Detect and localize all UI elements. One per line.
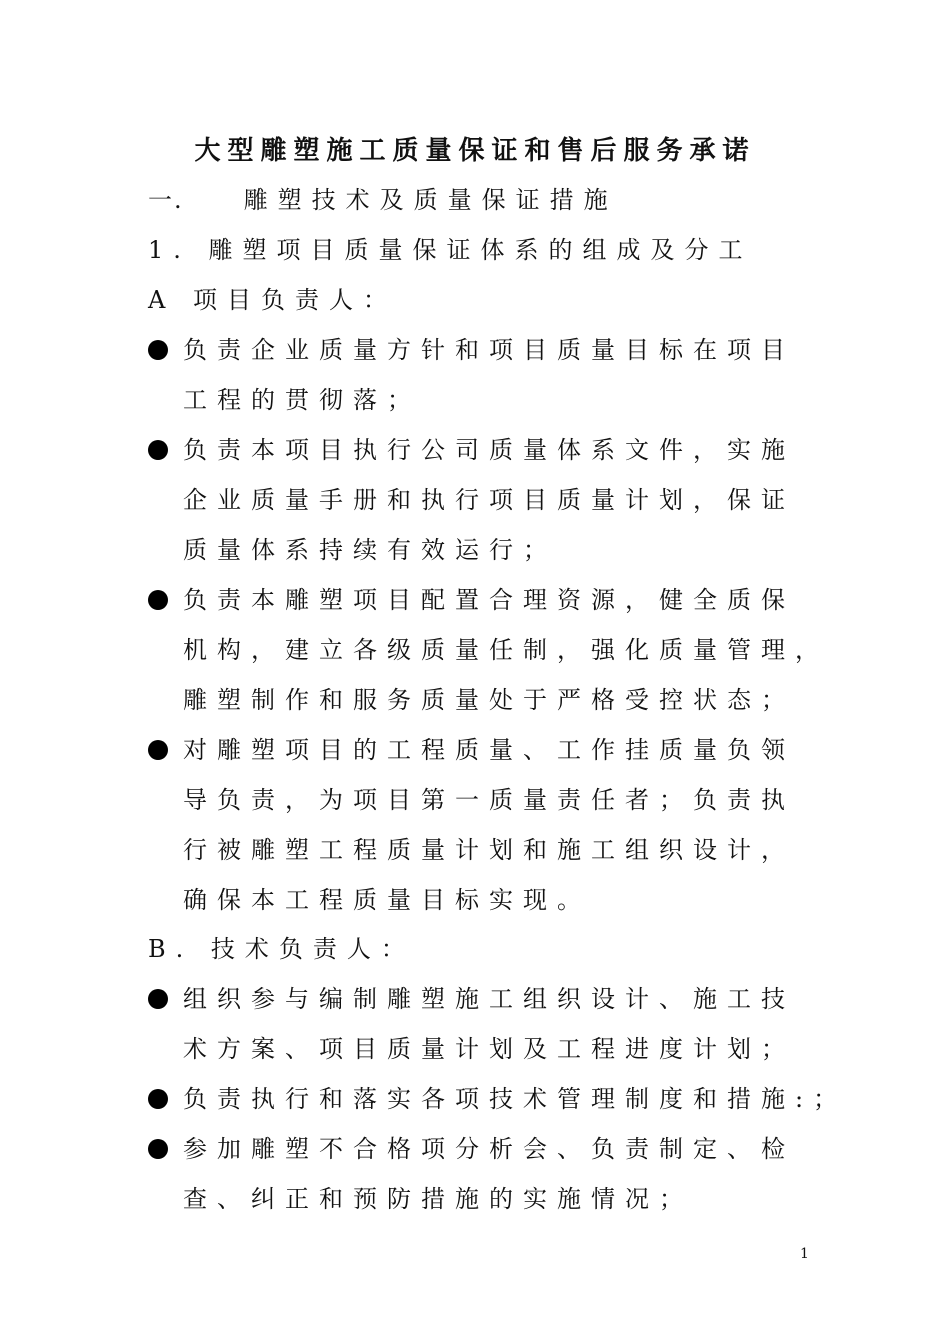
bullet-line: 负责本项目执行公司质量体系文件，实施 [183,436,795,464]
bullet-line: 参加雕塑不合格项分析会、负责制定、检 [183,1135,795,1163]
bullet-line: 查、纠正和预防措施的实施情况； [183,1185,693,1213]
bullet-line: 负责本雕塑项目配置合理资源，健全质保 [183,586,795,614]
bullet-icon [148,1089,168,1109]
bullet-line: 质量体系持续有效运行； [183,536,557,564]
page-number: 1 [800,1246,809,1262]
bullet-line: 雕塑制作和服务质量处于严格受控状态； [183,686,795,714]
bullet-line: 企业质量手册和执行项目质量计划，保证 [183,486,795,514]
bullet-line: 术方案、项目质量计划及工程进度计划； [183,1035,795,1063]
bullet-line: 对雕塑项目的工程质量、工作挂质量负领 [183,736,795,764]
bullet-line: 负责企业质量方针和项目质量目标在项目 [183,336,795,364]
bullet-icon [148,440,168,460]
bullet-icon [148,989,168,1009]
section-heading [148,180,618,220]
section-title: 雕塑技术及质量保证措施 [243,186,618,214]
bullet-line: 机构，建立各级质量任制，强化质量管理， [183,636,829,664]
bullet-line: 导负责，为项目第一质量责任者；负责执 [183,786,795,814]
bullet-icon [148,740,168,760]
document-title: 大型雕塑施工质量保证和售后服务承诺 [194,136,756,166]
bullet-line: 确保本工程质量目标实现。 [183,886,591,914]
bullet-line: 负责执行和落实各项技术管理制度和措施:； [183,1085,848,1113]
role-a-heading: A 项目负责人： [148,286,397,314]
bullet-line: 行被雕塑工程质量计划和施工组织设计， [183,836,795,864]
section-number: 一. [148,186,184,214]
bullet-icon [148,340,168,360]
bullet-line: 工程的贯彻落； [183,386,421,414]
bullet-line: 组织参与编制雕塑施工组织设计、施工技 [183,985,795,1013]
bullet-icon [148,1139,168,1159]
bullet-icon [148,590,168,610]
role-b-heading: B. 技术负责人： [148,935,415,963]
subsection-heading: 1. 雕塑项目质量保证体系的组成及分工 [148,236,753,264]
